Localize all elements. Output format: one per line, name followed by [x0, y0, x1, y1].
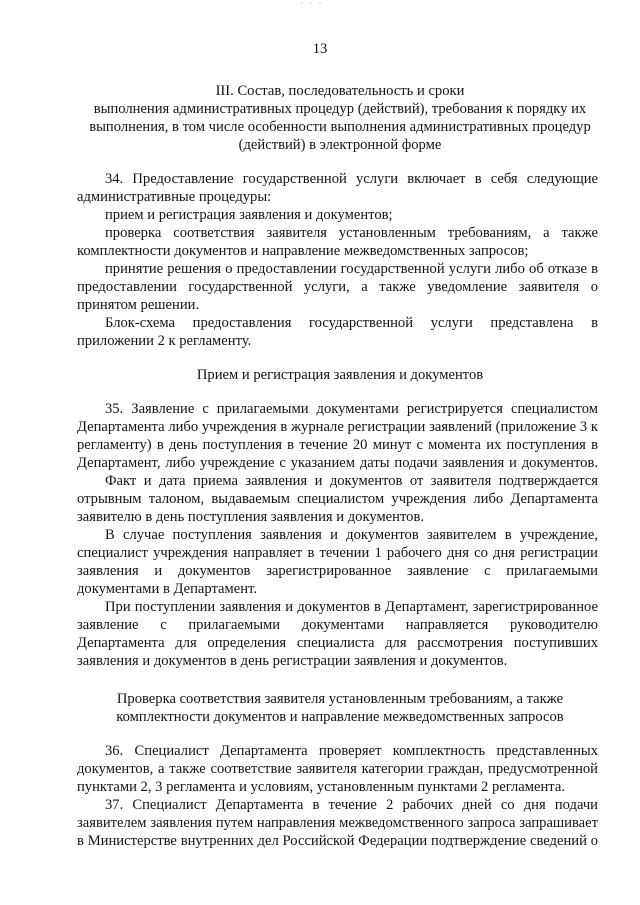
paragraph-line: заявителю в день поступления заявления и документов. [77, 509, 424, 525]
paragraph-line: 37. Специалист Департамента в течение 2 рабочих дней со дня подачи [105, 797, 598, 813]
subheading: комплектности документов и направление межведомственных запросов [116, 709, 564, 725]
paragraph-line: Департамент, либо учреждение с указанием даты подачи заявления и документов. [77, 455, 598, 471]
paragraph-line: заявления и документов в день регистрации заявления и документов. [77, 653, 508, 669]
section-title-line: выполнения, в том числе особенности выполнения административных процедур [89, 119, 591, 135]
paragraph-line: заявление с прилагаемыми документами направляется руководителю [77, 617, 598, 633]
paragraph-line: регламенту) в день поступления в течение 20 минут с момента их поступления в [77, 437, 598, 453]
paragraph-line: заявителем заявления путем направления межведомственного запроса запрашивает [77, 815, 598, 831]
paragraph-line: 35. Заявление с прилагаемыми документами регистрируется специалистом [105, 401, 598, 417]
paragraph-line: предоставлении государственной услуги, а также уведомление заявителя о [77, 279, 598, 295]
subheading: Проверка соответствия заявителя установленным требованиям, а также [116, 691, 564, 707]
paragraph-line: специалист учреждения направляет в течении 1 рабочего дня со дня регистрации [77, 545, 598, 561]
paragraph-line: документов, а также соответствие заявителя категории граждан, предусмотренной [77, 761, 598, 777]
scan-artifact: · · · [300, 0, 324, 8]
paragraph-line: Департамента для определения специалиста для рассмотрения поступивших [77, 635, 598, 651]
section-title-line: выполнения административных процедур (действий), требования к порядку их [93, 101, 587, 117]
section-title-line: III. Состав, последовательность и сроки [215, 83, 465, 99]
paragraph-line: В случае поступления заявления и документов заявителем в учреждение, [105, 527, 598, 543]
paragraph-line: 36. Специалист Департамента проверяет комплектность представленных [105, 743, 598, 759]
list-item: прием и регистрация заявления и документов; [105, 207, 393, 223]
list-item: принятие решения о предоставлении государственной услуги либо об отказе в [105, 261, 598, 277]
paragraph-line: принятом решении. [77, 297, 200, 313]
paragraph-line: приложении 2 к регламенту. [77, 333, 252, 349]
paragraph-line: документами в Департамент. [77, 581, 257, 597]
paragraph-line: отрывным талоном, выдаваемым специалистом учреждения либо Департамента [77, 491, 598, 507]
paragraph-line: Департамента либо учреждения в журнале регистрации заявлений (приложение 3 к [77, 419, 598, 435]
paragraph-line: в Министерстве внутренних дел Российской Федерации подтверждение сведений о [77, 833, 598, 849]
paragraph-line: комплектности документов и направление межведомственных запросов; [77, 243, 529, 259]
paragraph-line: При поступлении заявления и документов в Департамент, зарегистрированное [105, 599, 598, 615]
paragraph-line: Факт и дата приема заявления и документов от заявителя подтверждается [105, 473, 598, 489]
section-title-line: (действий) в электронной форме [238, 137, 442, 153]
subheading: Прием и регистрация заявления и документов [196, 367, 484, 383]
page-number: 13 [312, 41, 328, 57]
paragraph-line: Блок-схема предоставления государственной услуги представлена в [105, 315, 598, 331]
paragraph-line: пунктами 2, 3 регламента и условиям, установленным пунктами 2 регламента. [77, 779, 565, 795]
paragraph-line: 34. Предоставление государственной услуги включает в себя следующие [105, 171, 598, 187]
list-item: проверка соответствия заявителя установленным требованиям, а также [105, 225, 598, 241]
paragraph-line: административные процедуры: [77, 189, 272, 205]
paragraph-line: заявления и документов зарегистрированное заявление с прилагаемыми [77, 563, 598, 579]
